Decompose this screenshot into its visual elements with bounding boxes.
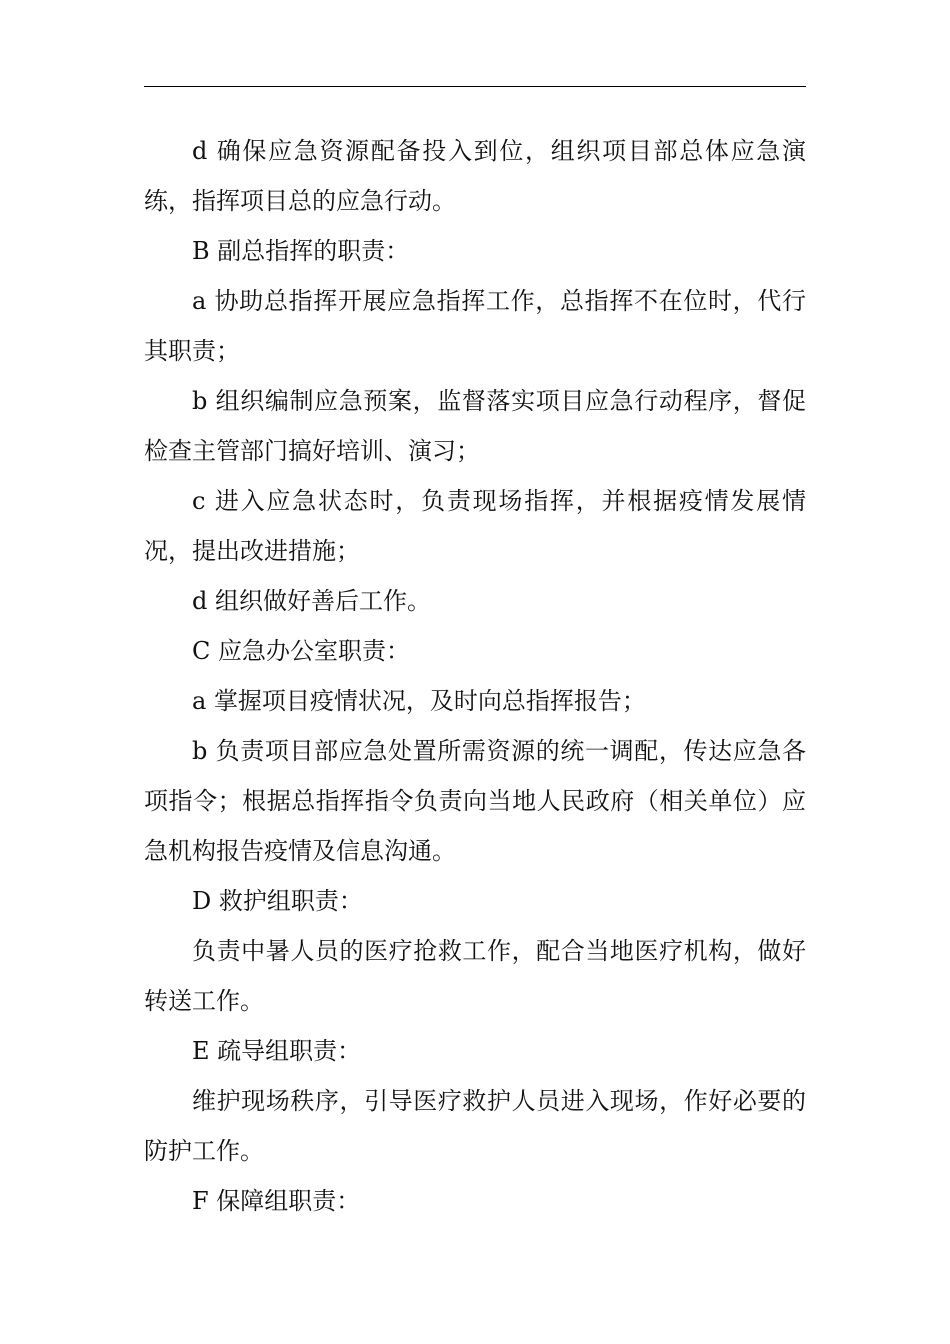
paragraph-rescue-duty: 负责中暑人员的医疗抢救工作，配合当地医疗机构，做好转送工作。 xyxy=(144,937,806,1015)
heading-support-team: F 保障组职责： xyxy=(192,1187,361,1215)
header-rule xyxy=(144,86,806,87)
paragraph-d-aftermath: d 组织做好善后工作。 xyxy=(192,587,431,615)
document-body xyxy=(144,126,806,1226)
paragraph-b-dispatch: b 负责项目部应急处置所需资源的统一调配，传达应急各项指令；根据总指挥指令负责向当地人民政府（相关单位）应急机构报告疫情及信息沟通。 xyxy=(144,737,806,865)
paragraph-guidance-duty: 维护现场秩序，引导医疗救护人员进入现场，作好必要的防护工作。 xyxy=(144,1087,806,1165)
heading-guidance-team: E 疏导组职责： xyxy=(192,1037,362,1065)
paragraph-c-onsite: c 进入应急状态时，负责现场指挥，并根据疫情发展情况，提出改进措施； xyxy=(144,487,806,565)
heading-rescue-team: D 救护组职责： xyxy=(192,887,363,915)
paragraph-a-assist: a 协助总指挥开展应急指挥工作，总指挥不在位时，代行其职责； xyxy=(144,287,806,365)
heading-deputy-commander: B 副总指挥的职责： xyxy=(192,237,410,265)
paragraph-a-report: a 掌握项目疫情状况，及时向总指挥报告； xyxy=(192,687,646,715)
paragraph-b-plan: b 组织编制应急预案，监督落实项目应急行动程序，督促检查主管部门搞好培训、演习； xyxy=(144,387,806,465)
heading-emergency-office: C 应急办公室职责： xyxy=(192,637,410,665)
paragraph-d-resources: d 确保应急资源配备投入到位，组织项目部总体应急演练，指挥项目总的应急行动。 xyxy=(144,137,806,215)
